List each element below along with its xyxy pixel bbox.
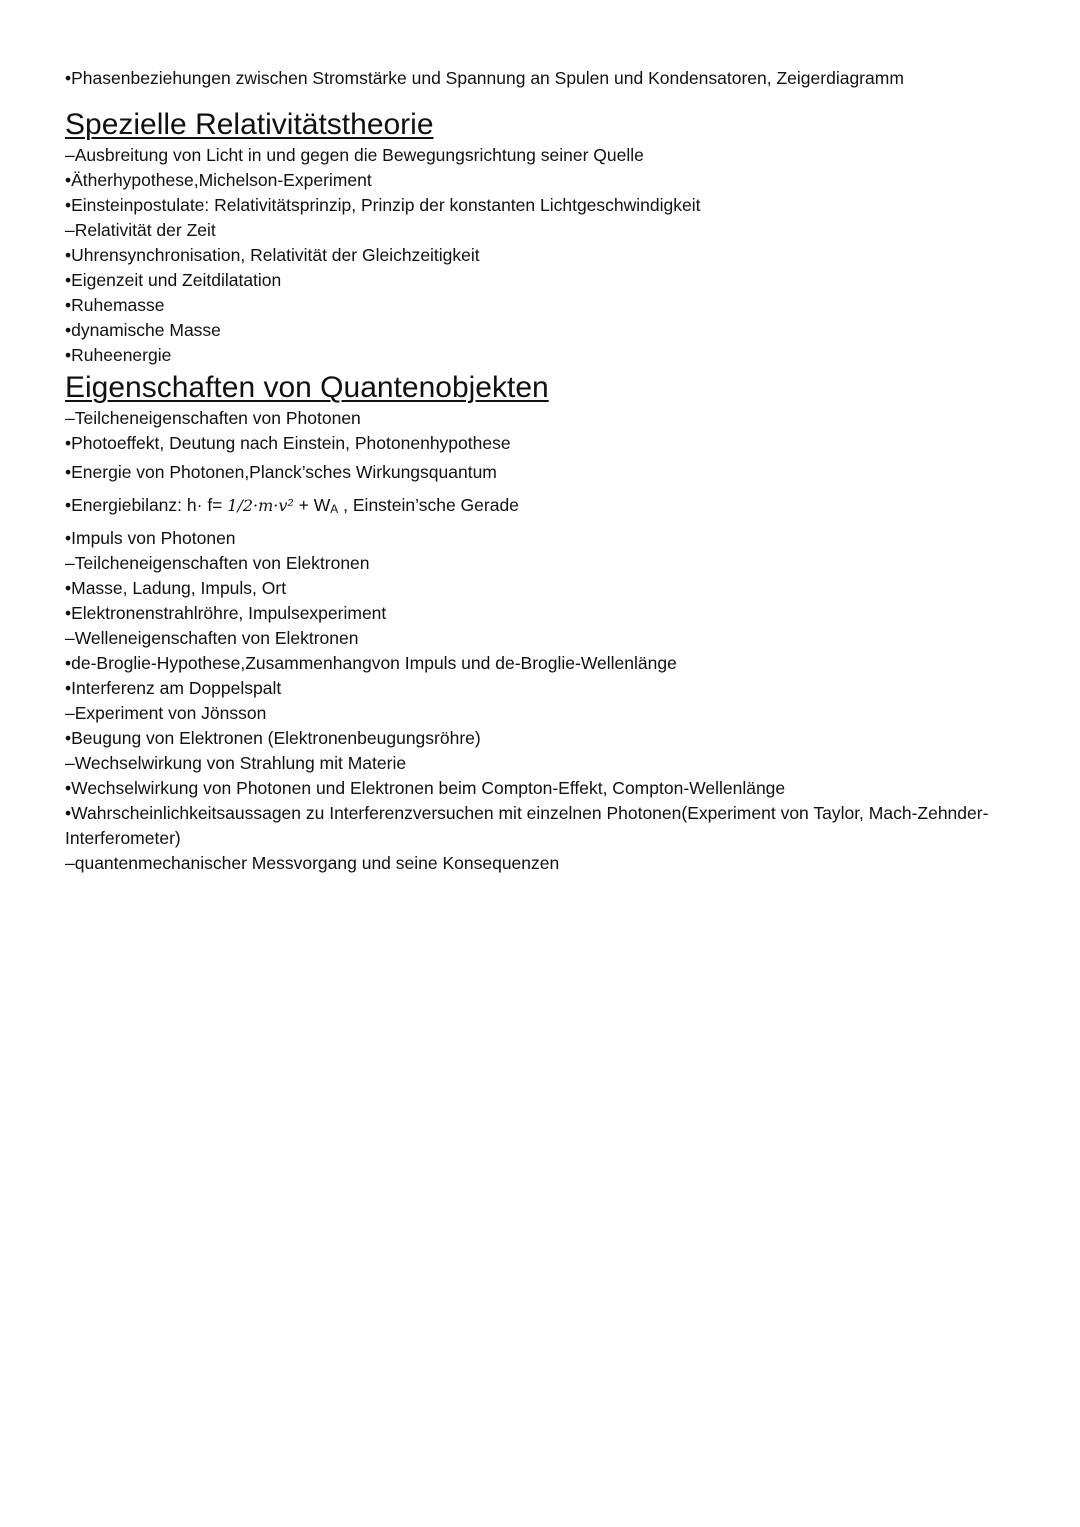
document-page [65,66,1015,876]
formula-math: 1/2·m·v² [227,496,294,515]
list-item: –quantenmechanischer Messvorgang und seine Konsequenzen [65,853,560,873]
list-item: •Impuls von Photonen [65,528,236,548]
list-item: –Teilcheneigenschaften von Photonen [65,408,361,428]
list-item: •Beugung von Elektronen (Elektronenbeugungsröhre) [65,728,481,748]
section-list-quantum [65,406,1015,876]
section-list-relativity [65,143,1015,368]
list-item: •Masse, Ladung, Impuls, Ort [65,578,287,598]
intro-line: •Phasenbeziehungen zwischen Stromstärke und Spannung an Spulen und Kondensatoren, Zeigerdiagramm [65,68,904,88]
list-item: •Photoeffekt, Deutung nach Einstein, Photonenhypothese [65,433,511,453]
list-item: •dynamische Masse [65,320,221,340]
list-item: •Wechselwirkung von Photonen und Elektronen beim Compton-Effekt, Compton-Wellenlänge [65,778,786,798]
formula-suffix: , Einstein’sche Gerade [338,495,519,515]
list-item: •Elektronenstrahlröhre, Impulsexperiment [65,603,387,623]
list-item-planck: •Energie von Photonen,Planck’sches Wirkungsquantum [65,462,497,482]
list-item: •de-Broglie-Hypothese,Zusammenhangvon Impuls und de-Broglie-Wellenlänge [65,653,677,673]
formula-subscript: A [330,502,339,516]
list-item: –Teilcheneigenschaften von Elektronen [65,553,370,573]
list-item: –Experiment von Jönsson [65,703,267,723]
formula-plus: + W [293,495,331,515]
list-item: •Wahrscheinlichkeitsaussagen zu Interferenzversuchen mit einzelnen Photonen(Experiment von Taylor, Mach-Zehnder-Interferometer) [65,803,989,848]
list-item: •Eigenzeit und Zeitdilatation [65,270,282,290]
list-item: –Ausbreitung von Licht in und gegen die Bewegungsrichtung seiner Quelle [65,145,644,165]
section-title-relativity: Spezielle Relativitätstheorie [65,108,434,141]
list-item: •Uhrensynchronisation, Relativität der Gleichzeitigkeit [65,245,480,265]
list-item: •Ätherhypothese,Michelson-Experiment [65,170,372,190]
list-item: –Relativität der Zeit [65,220,216,240]
list-item: •Einsteinpostulate: Relativitätsprinzip, Prinzip der konstanten Lichtgeschwindigkeit [65,195,701,215]
formula-prefix: •Energiebilanz: h· f= [65,495,228,515]
list-item: •Interferenz am Doppelspalt [65,678,282,698]
section-title-quantum: Eigenschaften von Quantenobjekten [65,371,549,404]
list-item: –Welleneigenschaften von Elektronen [65,628,359,648]
list-item: –Wechselwirkung von Strahlung mit Materie [65,753,407,773]
list-item-energy-balance [65,489,1015,526]
list-item: •Ruhemasse [65,295,165,315]
list-item: •Ruheenergie [65,345,172,365]
